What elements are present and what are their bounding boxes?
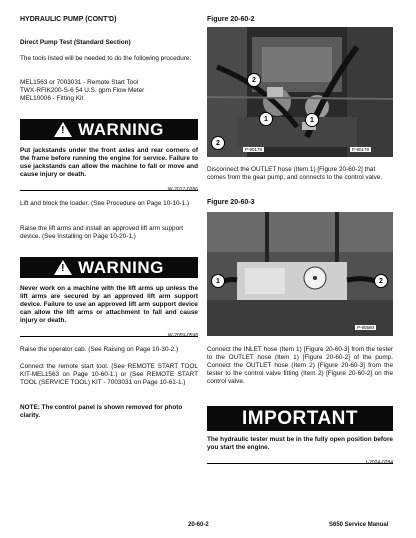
step-text: Connect the remote start tool. (See REMOTE START TOOL KIT-MEL1563 on Page 10-60-1.) or (See REMOTE START TOOL (SERVICE TOOL) KIT - 7003031 on Page 10-61-1.) bbox=[20, 363, 198, 386]
manual-title: S650 Service Manual bbox=[329, 522, 389, 528]
hydraulic-pump-photo bbox=[207, 27, 393, 157]
section-title: HYDRAULIC PUMP (CONT'D) bbox=[20, 16, 117, 23]
photo-code: P-90580 bbox=[357, 325, 375, 330]
warning-banner bbox=[20, 257, 198, 278]
tool-item: MEL10006 - Fitting Kit bbox=[20, 95, 84, 102]
important-banner bbox=[207, 406, 393, 431]
figure-20-60-3-photo bbox=[207, 212, 393, 336]
page-number: 20-60-2 bbox=[188, 522, 209, 528]
warning-triangle-icon: ! bbox=[54, 122, 72, 137]
tool-item: TWX-RFIK200-S-6 54 U.S. gpm Flow Meter bbox=[20, 87, 145, 94]
flow-meter-tester-photo bbox=[207, 212, 393, 336]
step-text: Raise the lift arms and install an approved lift arm support device. (See Installing on Page 10-20-1.) bbox=[20, 225, 184, 240]
warning-label: WARNING bbox=[78, 119, 164, 139]
warning-text: Never work on a machine with the lift arms up unless the lift arms are secured by an approved lift arm support device. Failure to use an approved lift arm support device can allow the lift arms or attachment to fall and cause injury or death. bbox=[20, 285, 198, 324]
subsection-title: Direct Pump Test (Standard Section) bbox=[20, 39, 131, 46]
divider bbox=[207, 463, 393, 464]
callout-2: 2 bbox=[374, 274, 388, 288]
instruction-text: Disconnect the OUTLET hose (Item 1) [Figure 20-60-2] that comes from the gear pump, and connects to the control valve. bbox=[207, 166, 383, 181]
callout-1: 1 bbox=[211, 274, 225, 288]
divider bbox=[20, 336, 198, 337]
important-text: The hydraulic tester must be in the fully open position before you start the engine. bbox=[207, 436, 393, 451]
warning-code: W-2017-0286 bbox=[167, 187, 198, 193]
callout-1: 1 bbox=[305, 113, 319, 127]
step-text: Raise the operator cab. (See Raising on Page 10-30-2.) bbox=[20, 346, 179, 353]
divider bbox=[20, 190, 198, 191]
figure-title: Figure 20-60-3 bbox=[207, 199, 255, 206]
tool-item: MEL1563 or 7003031 - Remote Start Tool bbox=[20, 79, 139, 86]
important-code: I-2024-0284 bbox=[366, 460, 393, 466]
callout-1: 1 bbox=[259, 112, 273, 126]
photo-code: P-90179 bbox=[352, 147, 370, 152]
callout-2: 2 bbox=[211, 136, 225, 150]
step-text: Lift and block the loader. (See Procedure on Page 10-10-1.) bbox=[20, 200, 190, 207]
important-label: IMPORTANT bbox=[241, 407, 359, 429]
callout-2: 2 bbox=[247, 73, 261, 87]
photo-code: P-90178 bbox=[245, 147, 263, 152]
warning-banner bbox=[20, 119, 198, 140]
warning-label: WARNING bbox=[78, 257, 164, 277]
intro-text: The tools listed will be needed to do the following procedure: bbox=[20, 55, 192, 62]
figure-20-60-2-photo bbox=[207, 27, 393, 157]
warning-code: W-2059-0598 bbox=[167, 333, 198, 339]
warning-triangle-icon: ! bbox=[54, 260, 72, 275]
warning-text: Put jackstands under the front axles and rear corners of the frame before running the engine for service. Failure to use jackstands can allow the machine to fall or move and cause injury or death. bbox=[20, 147, 198, 178]
figure-title: Figure 20-60-2 bbox=[207, 16, 255, 23]
note-text: NOTE: The control panel is shown removed for photo clarity. bbox=[20, 404, 183, 419]
instruction-text: Connect the INLET hose (Item 1) [Figure 20-60-3] from the tester to the OUTLET hose (Item 1) [Figure 20-60-2] of the pump. Connect the OUTLET hose (Item 2) [Figure 20-60-3] from the tester to the control valve fitting (Item 2) [Figure 20-60-2] on the control valve. bbox=[207, 346, 393, 385]
